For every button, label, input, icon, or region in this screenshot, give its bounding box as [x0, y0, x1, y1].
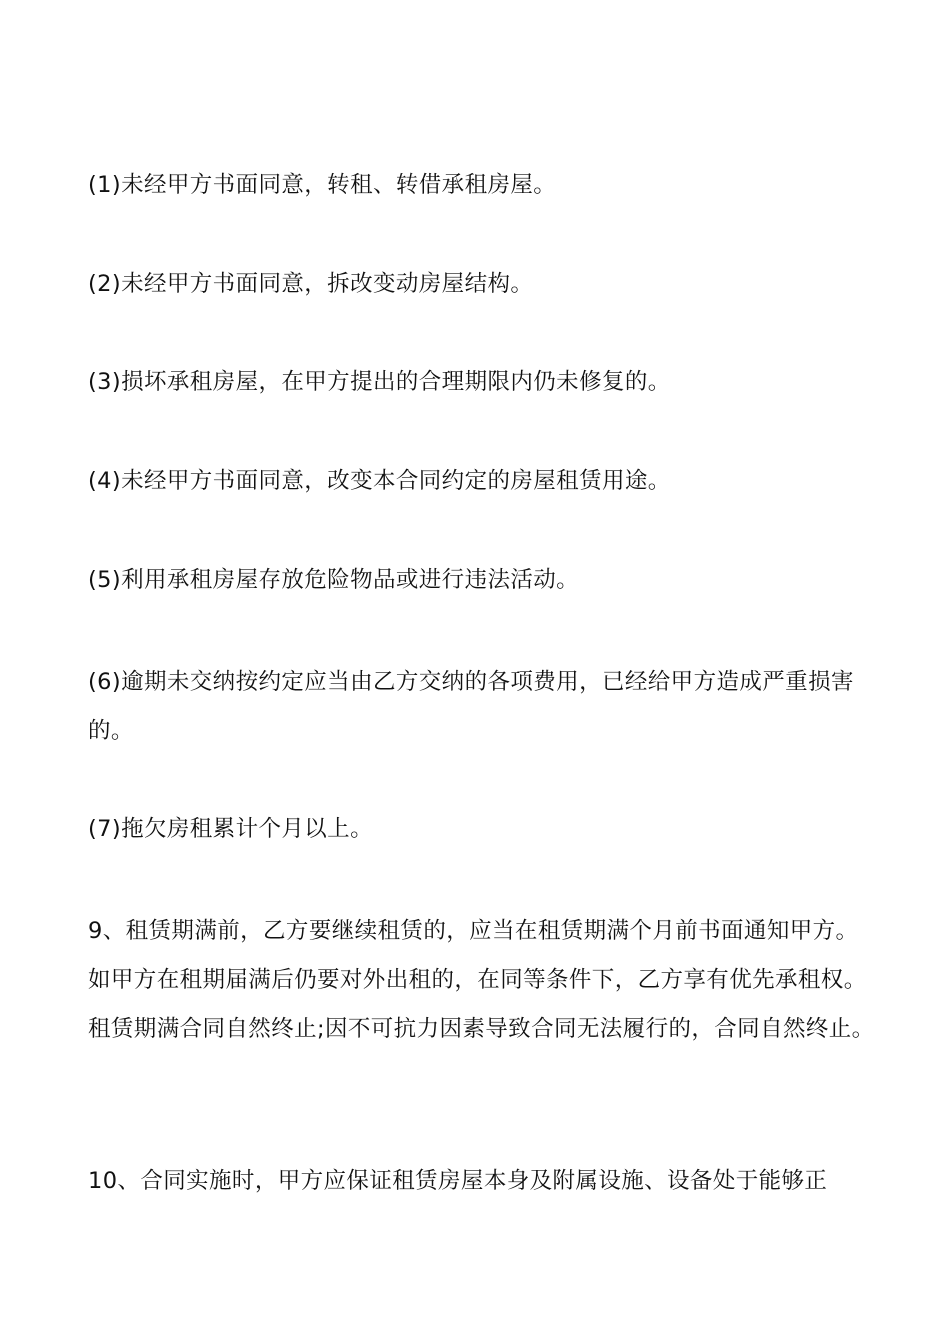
clause-5-hazard: (5)利用承租房屋存放危险物品或进行违法活动。 — [88, 567, 580, 593]
clause-6-fees: (6)逾期未交纳按约定应当由乙方交纳的各项费用，已经给甲方造成严重损害的。 — [88, 669, 854, 744]
clause-4-usage: (4)未经甲方书面同意，改变本合同约定的房屋租赁用途。 — [88, 468, 671, 494]
clause-9-renewal: 9、租赁期满前，乙方要继续租赁的，应当在租赁期满个月前书面通知甲方。如甲方在租期届满后仍要对外出租的，在同等条件下，乙方享有优先承租权。租赁期满合同自然终止;因不可抗力因素导致合同无法履行的，合同自然终止。 — [88, 918, 875, 1042]
clause-7-rent-arrears: (7)拖欠房租累计个月以上。 — [88, 816, 373, 842]
clause-1-sublet: (1)未经甲方书面同意，转租、转借承租房屋。 — [88, 172, 557, 198]
clause-10-implementation: 10、合同实施时，甲方应保证租赁房屋本身及附属设施、设备处于能够正 — [88, 1168, 828, 1194]
clause-2-structure: (2)未经甲方书面同意，拆改变动房屋结构。 — [88, 271, 534, 297]
clause-3-damage: (3)损坏承租房屋，在甲方提出的合理期限内仍未修复的。 — [88, 369, 671, 395]
